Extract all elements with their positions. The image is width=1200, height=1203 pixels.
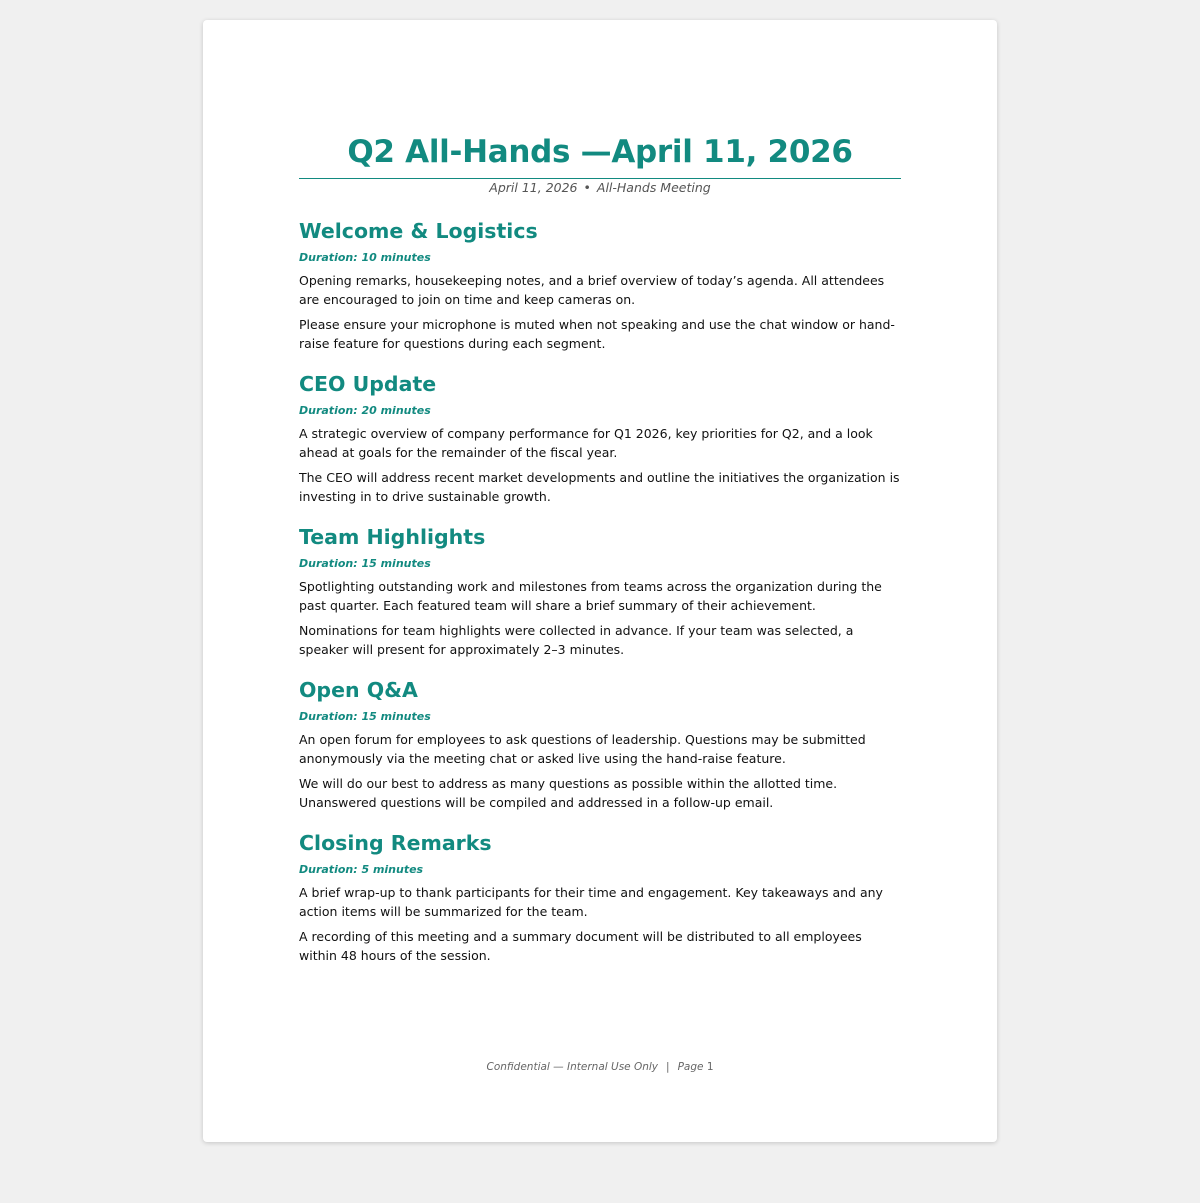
agenda-section-ceo-update bbox=[299, 371, 901, 506]
section-paragraph: We will do our best to address as many questions as possible within the allotted time. Unanswered questions will be compiled and addressed in a follow-up email. bbox=[299, 776, 838, 810]
page-footer bbox=[203, 1060, 997, 1074]
section-paragraph: Spotlighting outstanding work and milestones from teams across the organization during the past quarter. Each featured team will share a brief summary of their achievement. bbox=[299, 579, 882, 613]
section-heading: Open Q&A bbox=[299, 678, 418, 702]
footer-divider: | bbox=[666, 1061, 670, 1073]
document-subtitle bbox=[299, 179, 901, 196]
section-heading: Team Highlights bbox=[299, 525, 486, 549]
section-duration: Duration: 5 minutes bbox=[299, 863, 424, 876]
section-duration: Duration: 20 minutes bbox=[299, 404, 431, 417]
section-paragraph: An open forum for employees to ask questions of leadership. Questions may be submitted anonymously via the meeting chat or asked live using the hand-raise feature. bbox=[299, 732, 866, 766]
agenda-section-open-qa bbox=[299, 677, 901, 812]
section-duration: Duration: 10 minutes bbox=[299, 251, 431, 264]
section-heading: Welcome & Logistics bbox=[299, 219, 538, 243]
agenda-section-welcome bbox=[299, 218, 901, 353]
page-number: 1 bbox=[706, 1061, 714, 1073]
confidential-notice: Confidential — Internal Use Only bbox=[486, 1061, 659, 1073]
agenda-section-team-highlights bbox=[299, 524, 901, 659]
section-heading: Closing Remarks bbox=[299, 831, 492, 855]
section-duration: Duration: 15 minutes bbox=[299, 557, 431, 570]
section-paragraph: A strategic overview of company performance for Q1 2026, key priorities for Q2, and a look ahead at goals for the remainder of the fiscal year. bbox=[299, 426, 873, 460]
page-label: Page bbox=[677, 1061, 704, 1073]
subtitle-separator: • bbox=[583, 180, 591, 195]
page-title: Q2 All-Hands —April 11, 2026 bbox=[299, 136, 901, 179]
agenda-section-closing-remarks bbox=[299, 830, 901, 965]
section-paragraph: Nominations for team highlights were collected in advance. If your team was selected, a speaker will present for approximately 2–3 minutes. bbox=[299, 623, 854, 657]
section-paragraph: The CEO will address recent market developments and outline the initiatives the organization is investing in to drive sustainable growth. bbox=[299, 470, 900, 504]
section-paragraph: A brief wrap-up to thank participants for their time and engagement. Key takeaways and any action items will be summarized for the team. bbox=[299, 885, 883, 919]
document-page bbox=[203, 20, 997, 1142]
section-heading: CEO Update bbox=[299, 372, 437, 396]
section-paragraph: A recording of this meeting and a summary document will be distributed to all employees within 48 hours of the session. bbox=[299, 929, 862, 963]
meeting-type: All-Hands Meeting bbox=[596, 180, 711, 195]
section-paragraph: Opening remarks, housekeeping notes, and a brief overview of today’s agenda. All attendees are encouraged to join on time and keep cameras on. bbox=[299, 273, 885, 307]
section-paragraph: Please ensure your microphone is muted when not speaking and use the chat window or hand-raise feature for questions during each segment. bbox=[299, 317, 895, 351]
meeting-date: April 11, 2026 bbox=[489, 180, 578, 195]
section-duration: Duration: 15 minutes bbox=[299, 710, 431, 723]
